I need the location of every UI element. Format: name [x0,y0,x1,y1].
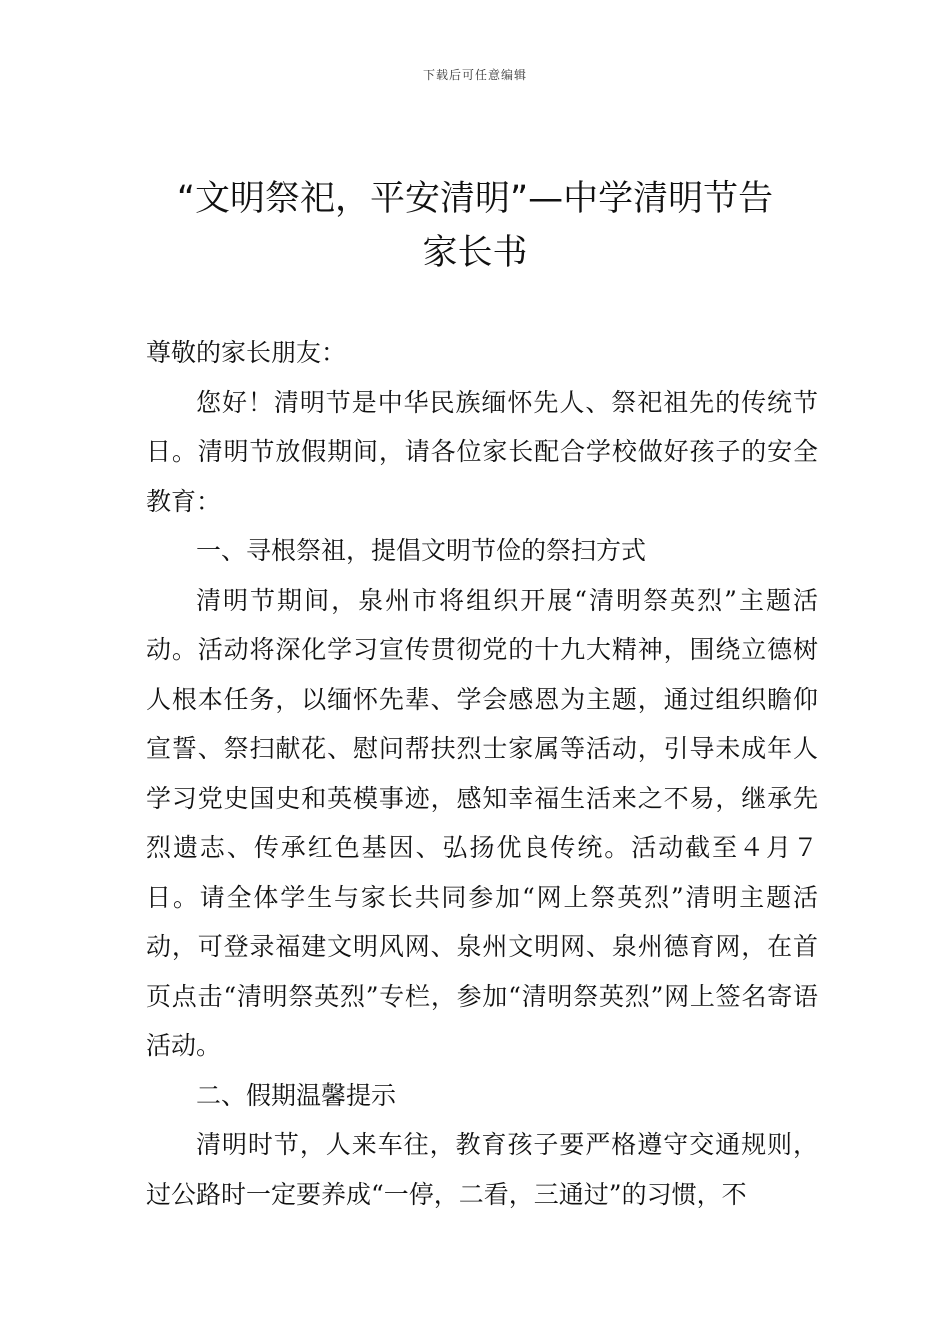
header-note: 下载后可任意编辑 [422,68,527,82]
paragraph-section-1: 清明节期间，泉州市将组织开展“清明祭英烈”主题活动。活动将深化学习宣传贯彻党的十九大精神，围绕立德树人根本任务，以缅怀先辈、学会感恩为主题，通过组织瞻仰宣誓、祭扫献花、慰问帮扶烈士家属等活动，引导未成年人学习党史国史和英模事迹，感知幸福生活来之不易，继承先烈遗志、传承红色基因、弘扬优良传统。活动截至４月７日。请全体学生与家长共同参加“网上祭英烈”清明主题活动，可登录福建文明风网、泉州文明网、泉州德育网，在首页点击“清明祭英烈”专栏，参加“清明祭英烈”网上签名寄语活动。 [146,585,818,1060]
title-line-2: 家长书 [422,233,528,273]
title-line-1: “文明祭祀，平安清明”—中学清明节告 [176,179,774,219]
document-body [146,328,818,1219]
paragraph-greeting: 您好！清明节是中华民族缅怀先人、祭祀祖先的传统节日。清明节放假期间，请各位家长配合学校做好孩子的安全教育： [146,387,818,516]
salutation: 尊敬的家长朋友： [146,338,347,367]
section-heading-2: 二、假期温馨提示 [196,1080,397,1110]
document-title [140,172,810,280]
section-heading-1: 一、寻根祭祖，提倡文明节俭的祭扫方式 [196,536,647,565]
paragraph-section-2: 清明时节，人来车往，教育孩子要严格遵守交通规则，过公路时一定要养成“一停，二看，三通过”的习惯，不 [146,1130,818,1209]
